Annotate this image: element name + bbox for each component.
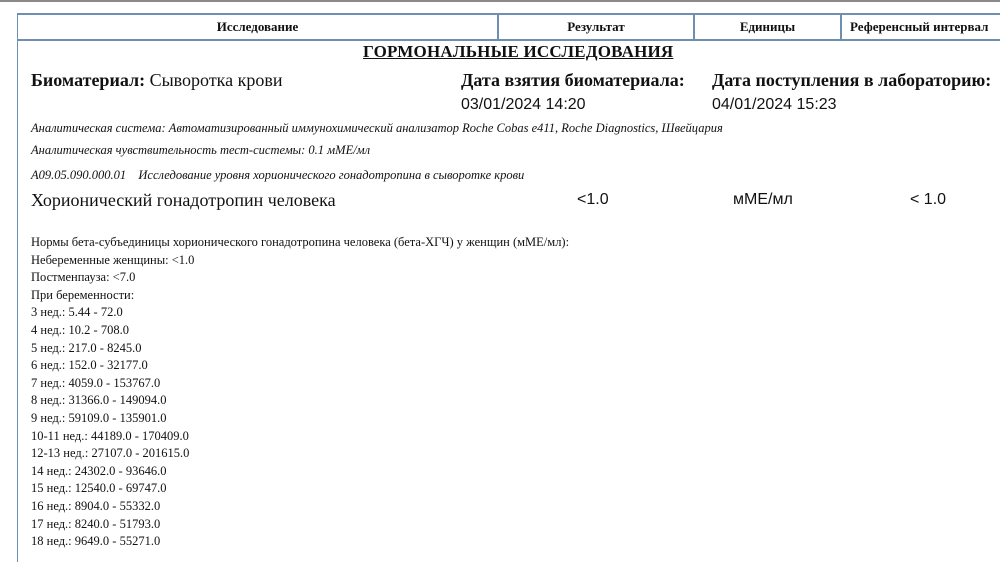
norms-non-pregnant: Небеременные женщины: <1.0 [31, 252, 195, 267]
norms-week-item: 5 нед.: 217.0 - 8245.0 [31, 340, 142, 355]
norms-week-item: 10-11 нед.: 44189.0 - 170409.0 [31, 428, 189, 443]
norms-pregnancy-label: При беременности: [31, 287, 135, 302]
result-row-value: <1.0 [577, 191, 609, 208]
analytical-system: Аналитическая система: Автоматизированный иммунохимический анализатор Roche Cobas e411, Roche Diagnostics, Швейцария [31, 121, 723, 135]
test-code-line [31, 168, 524, 183]
result-row-units: мМЕ/мл [733, 191, 793, 208]
results-table-header [17, 13, 1000, 41]
top-divider [0, 0, 1000, 2]
test-code: A09.05.090.000.01 [31, 168, 127, 182]
receipt-date-value: 04/01/2024 15:23 [712, 96, 837, 113]
norms-week-item: 17 нед.: 8240.0 - 51793.0 [31, 516, 161, 531]
norms-week-item: 3 нед.: 5.44 - 72.0 [31, 305, 123, 320]
reference-norms [31, 234, 569, 551]
result-row-reference: < 1.0 [910, 191, 947, 208]
norms-title: Нормы бета-субъединицы хорионического гонадотропина человека (бета-ХГЧ) у женщин (мМЕ/мл): [31, 235, 570, 249]
norms-week-item: 8 нед.: 31366.0 - 149094.0 [31, 393, 167, 408]
table-left-border [17, 13, 18, 562]
analytical-sensitivity: Аналитическая чувствительность тест-системы: 0.1 мМЕ/мл [31, 143, 371, 157]
norms-week-item: 18 нед.: 9649.0 - 55271.0 [31, 534, 161, 549]
receipt-date-label: Дата поступления в лабораторию: [712, 70, 992, 90]
norms-week-item: 16 нед.: 8904.0 - 55332.0 [31, 498, 161, 513]
section-title: ГОРМОНАЛЬНЫЕ ИССЛЕДОВАНИЯ [363, 42, 674, 61]
norms-week-item: 12-13 нед.: 27107.0 - 201615.0 [31, 446, 190, 461]
norms-postmenopause: Постменпауза: <7.0 [31, 270, 136, 285]
norms-week-item: 6 нед.: 152.0 - 32177.0 [31, 358, 148, 373]
header-result: Результат [497, 15, 693, 39]
header-units: Единицы [693, 15, 840, 39]
collection-date-label: Дата взятия биоматериала: [461, 70, 685, 90]
result-row-name: Хорионический гонадотропин человека [31, 190, 336, 210]
biomaterial-value: Сыворотка крови [149, 70, 283, 90]
norms-week-item: 7 нед.: 4059.0 - 153767.0 [31, 375, 161, 390]
header-study: Исследование [17, 15, 497, 39]
norms-week-item: 4 нед.: 10.2 - 708.0 [31, 322, 129, 337]
biomaterial [31, 70, 283, 91]
norms-week-item: 9 нед.: 59109.0 - 135901.0 [31, 410, 167, 425]
test-description: Исследование уровня хорионического гонадотропина в сыворотке крови [138, 168, 525, 182]
header-reference: Референсный интервал [840, 15, 1000, 39]
norms-week-item: 14 нед.: 24302.0 - 93646.0 [31, 463, 167, 478]
norms-week-item: 15 нед.: 12540.0 - 69747.0 [31, 481, 167, 496]
biomaterial-label: Биоматериал: [31, 70, 146, 90]
collection-date-value: 03/01/2024 14:20 [461, 96, 586, 113]
